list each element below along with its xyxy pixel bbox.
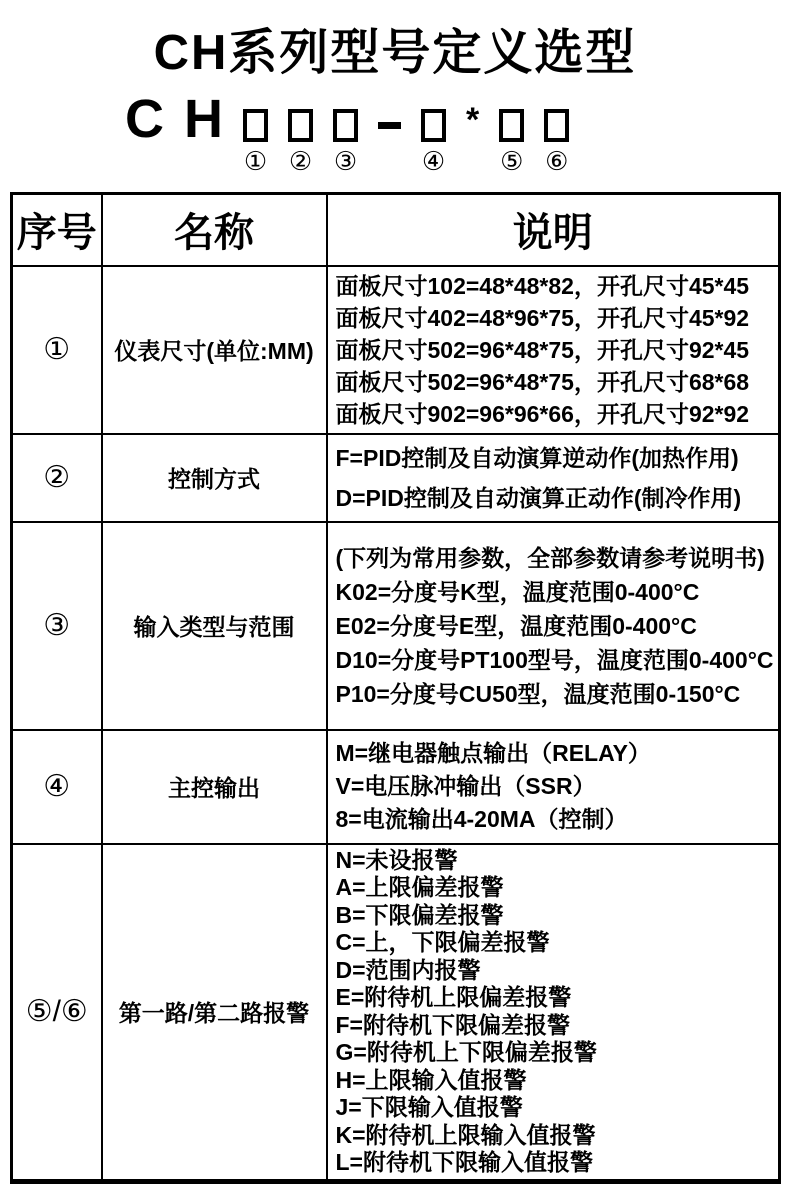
- empty-code-box: [333, 109, 358, 142]
- empty-code-box: [544, 109, 569, 142]
- page-title: CH系列型号定义选型: [153, 26, 637, 80]
- row-desc-cell: [327, 730, 780, 844]
- model-digit-box: [499, 96, 524, 178]
- table-row: [12, 844, 780, 1182]
- row-number-cell: ②: [12, 434, 102, 522]
- empty-code-box: [288, 109, 313, 142]
- empty-code-box: [421, 109, 446, 142]
- row-desc-cell: [327, 522, 780, 730]
- desc-line: L=附待机下限输入值报警: [335, 1149, 593, 1176]
- model-digit-box: [421, 96, 446, 178]
- desc-line: N=未设报警: [335, 846, 458, 873]
- desc-line: D10=分度号PT100型号，温度范围0-400°C: [335, 646, 774, 673]
- desc-line: M=继电器触点输出（RELAY）: [335, 740, 651, 766]
- position-number-label: ⑥: [545, 146, 569, 176]
- desc-line: K=附待机上限输入值报警: [335, 1121, 596, 1148]
- desc-line: E=附待机上限偏差报警: [335, 984, 572, 1011]
- row-number-cell: ①: [12, 266, 102, 434]
- position-number-label: ③: [333, 146, 358, 176]
- row-name-cell: 仪表尺寸(单位:MM): [102, 266, 327, 434]
- empty-code-box: [243, 109, 268, 142]
- model-letter: C: [125, 89, 164, 149]
- column-header-1: 名称: [102, 194, 327, 266]
- column-header-2: 说明: [327, 194, 780, 266]
- desc-line: 面板尺寸102=48*48*82，开孔尺寸45*45: [335, 272, 750, 299]
- desc-line: 面板尺寸502=96*48*75，开孔尺寸92*45: [335, 336, 750, 363]
- desc-line: H=上限输入值报警: [335, 1066, 527, 1093]
- model-code-diagram: [125, 89, 790, 178]
- row-number-cell: ④: [12, 730, 102, 844]
- desc-line: F=PID控制及自动演算逆动作(加热作用): [335, 444, 739, 471]
- desc-line: P10=分度号CU50型，温度范围0-150°C: [335, 680, 741, 707]
- desc-line: 面板尺寸402=48*96*75，开孔尺寸45*92: [335, 304, 750, 331]
- row-name-cell: 第一路/第二路报警: [102, 844, 327, 1182]
- row-name-cell: 主控输出: [102, 730, 327, 844]
- asterisk-glyph: *: [466, 101, 480, 139]
- table-header-row: [12, 194, 780, 266]
- table-row: [12, 730, 780, 844]
- table-row: [12, 522, 780, 730]
- row-name-cell: 控制方式: [102, 434, 327, 522]
- table-row: [12, 434, 780, 522]
- desc-line: A=上限偏差报警: [335, 874, 504, 901]
- desc-line: V=电压脉冲输出（SSR）: [335, 773, 596, 799]
- desc-line: J=下限输入值报警: [335, 1094, 523, 1121]
- desc-line: 8=电流输出4-20MA（控制）: [335, 806, 628, 832]
- position-number-label: ②: [288, 146, 313, 176]
- desc-line: D=PID控制及自动演算正动作(制冷作用): [335, 484, 742, 511]
- table-row: [12, 266, 780, 434]
- desc-line: E02=分度号E型，温度范围0-400°C: [335, 612, 697, 639]
- model-dash: [378, 96, 401, 178]
- row-name-cell: 输入类型与范围: [102, 522, 327, 730]
- desc-line: 面板尺寸502=96*48*75，开孔尺寸68*68: [335, 368, 750, 395]
- position-number-label: ⑤: [500, 146, 524, 176]
- desc-line: C=上，下限偏差报警: [335, 929, 550, 956]
- position-number-label: ④: [421, 146, 446, 176]
- desc-line: K02=分度号K型，温度范围0-400°C: [335, 578, 700, 605]
- row-desc-cell: [327, 434, 780, 522]
- desc-line: (下列为常用参数，全部参数请参考说明书): [335, 544, 765, 571]
- empty-code-box: [499, 109, 524, 142]
- desc-line: 面板尺寸902=96*96*66，开孔尺寸92*92: [335, 400, 750, 427]
- desc-line: F=附待机下限偏差报警: [335, 1011, 570, 1038]
- position-number-label: ①: [243, 146, 268, 176]
- model-star-mark: [466, 96, 479, 178]
- desc-line: D=范围内报警: [335, 956, 481, 983]
- row-desc-cell: [327, 844, 780, 1182]
- spec-table: [10, 192, 781, 1184]
- dash-glyph: [378, 122, 401, 129]
- model-letter: H: [184, 89, 223, 149]
- desc-line: G=附待机上下限偏差报警: [335, 1039, 597, 1066]
- desc-line: B=下限偏差报警: [335, 901, 504, 928]
- model-digit-box: [243, 96, 268, 178]
- row-number-cell: ⑤/⑥: [12, 844, 102, 1182]
- row-number-cell: ③: [12, 522, 102, 730]
- model-digit-box: [288, 96, 313, 178]
- model-digit-box: [333, 96, 358, 178]
- column-header-0: 序号: [12, 194, 102, 266]
- row-desc-cell: [327, 266, 780, 434]
- model-digit-box: [544, 96, 569, 178]
